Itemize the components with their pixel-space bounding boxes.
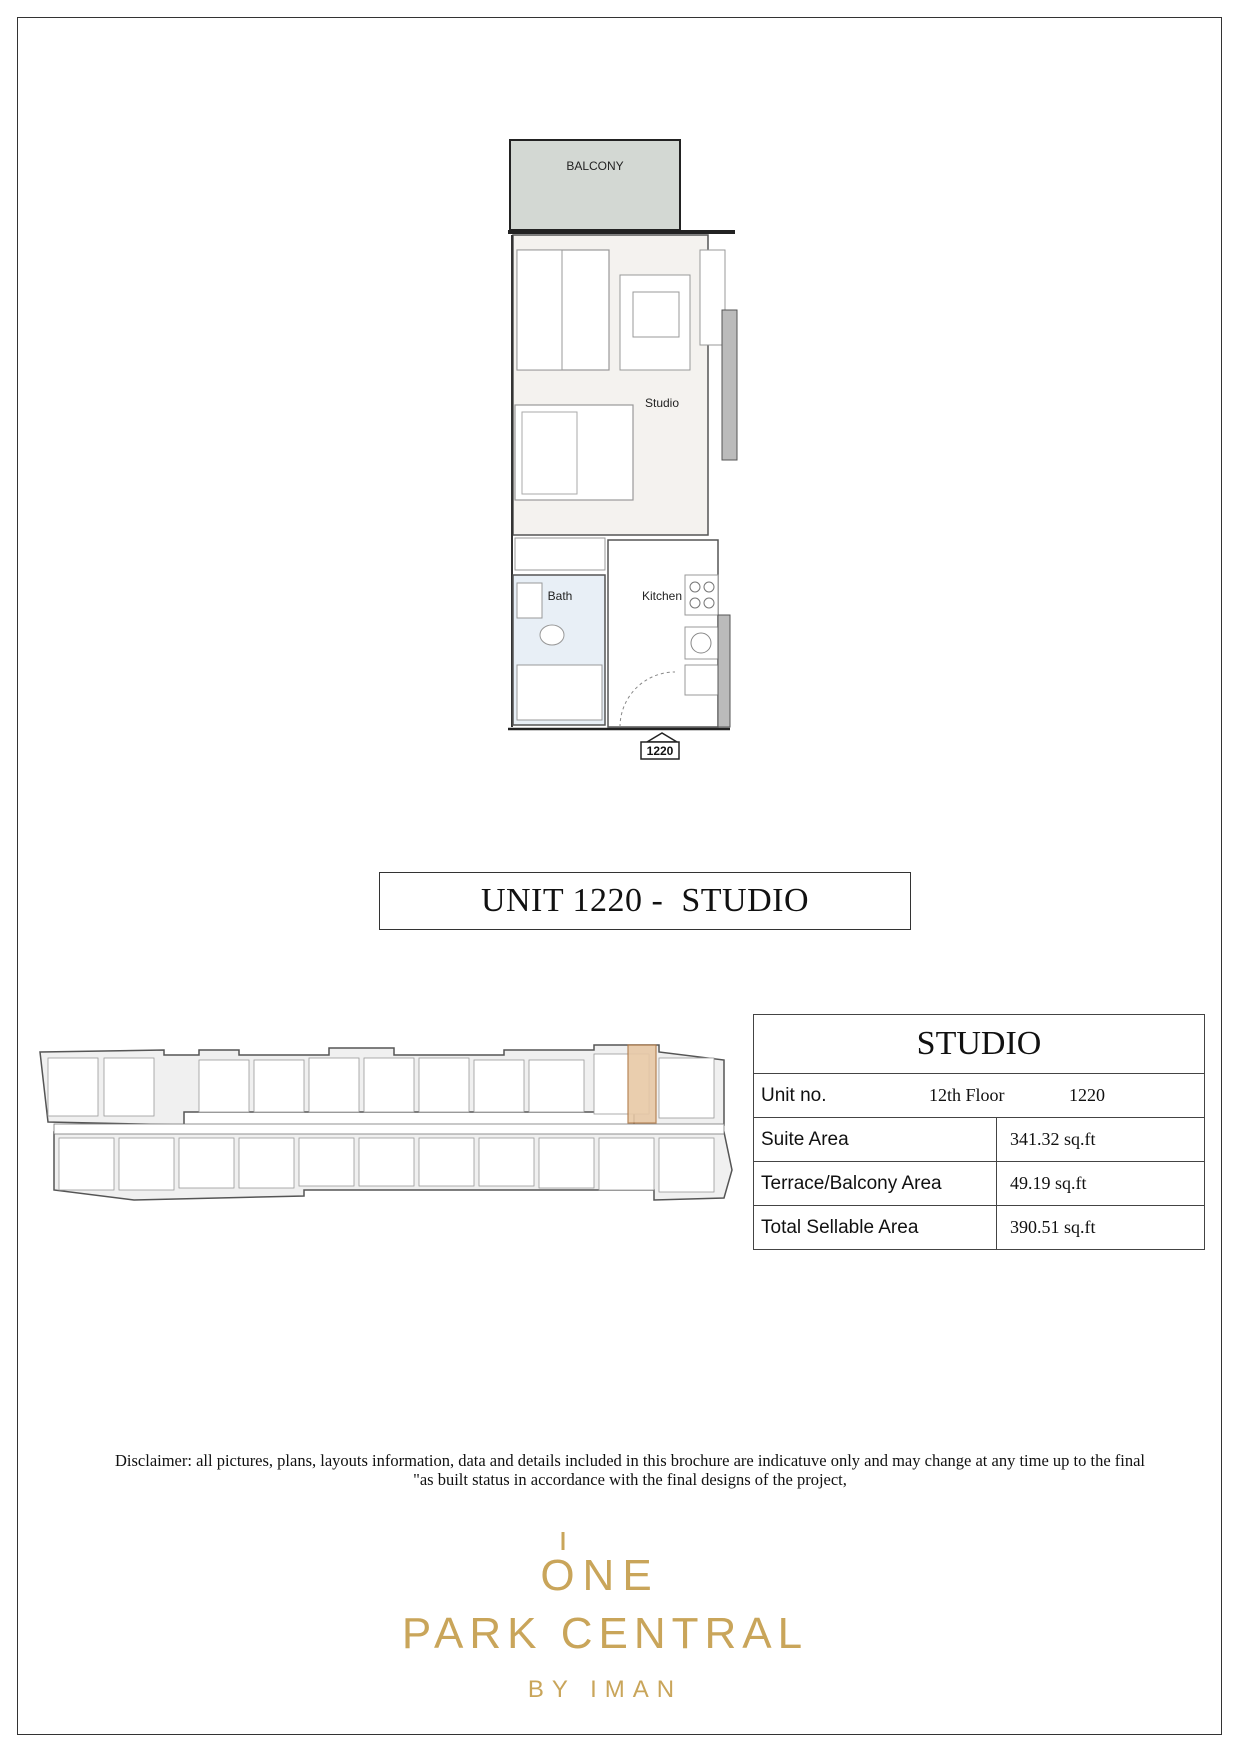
balcony-area-label: Terrace/Balcony Area (754, 1162, 997, 1206)
balcony-area (510, 140, 680, 230)
studio-label: Studio (644, 396, 680, 410)
suite-area-value: 341.32 sq.ft (997, 1118, 1205, 1162)
one-park-central-logo (380, 1530, 860, 1710)
highlighted-unit-1220 (628, 1045, 656, 1123)
balcony-area-value: 49.19 sq.ft (997, 1162, 1205, 1206)
total-area-label: Total Sellable Area (754, 1206, 997, 1250)
total-area-value: 390.51 sq.ft (997, 1206, 1205, 1250)
kitchen-label: Kitchen (641, 589, 683, 603)
spec-row (754, 1206, 1205, 1250)
building-key-plan (34, 1040, 734, 1220)
logo-line-2: PARK CENTRAL (401, 1609, 809, 1658)
spec-title: STUDIO (754, 1015, 1205, 1074)
unit-title (379, 872, 911, 930)
bath-label: Bath (547, 589, 573, 603)
balcony-label: BALCONY (566, 159, 624, 173)
spec-row (754, 1162, 1205, 1206)
unit-floor-plan (500, 135, 745, 770)
logo-line-1: ONE (540, 1551, 660, 1600)
disclaimer-line-2: "as built status in accordance with the final designs of the project, (413, 1470, 847, 1489)
disclaimer-line-1: Disclaimer: all pictures, plans, layouts information, data and details included in this brochure are indicatuve only and may change at any time up to the final (114, 1451, 1146, 1470)
unit-number-value: 1220 (1069, 1085, 1105, 1105)
logo-line-3: BY IMAN (527, 1676, 683, 1703)
floor-value: 12th Floor (929, 1085, 1005, 1105)
disclaimer (60, 1451, 1200, 1489)
entry-tag-label: 1220 (646, 744, 674, 758)
unit-spec-table (753, 1014, 1205, 1250)
unit-title-text: UNIT 1220 - STUDIO (480, 882, 810, 919)
spec-row (754, 1118, 1205, 1162)
unit-no-label: Unit no. (761, 1084, 827, 1106)
suite-area-label: Suite Area (754, 1118, 997, 1162)
unit-no-row (754, 1074, 1205, 1118)
